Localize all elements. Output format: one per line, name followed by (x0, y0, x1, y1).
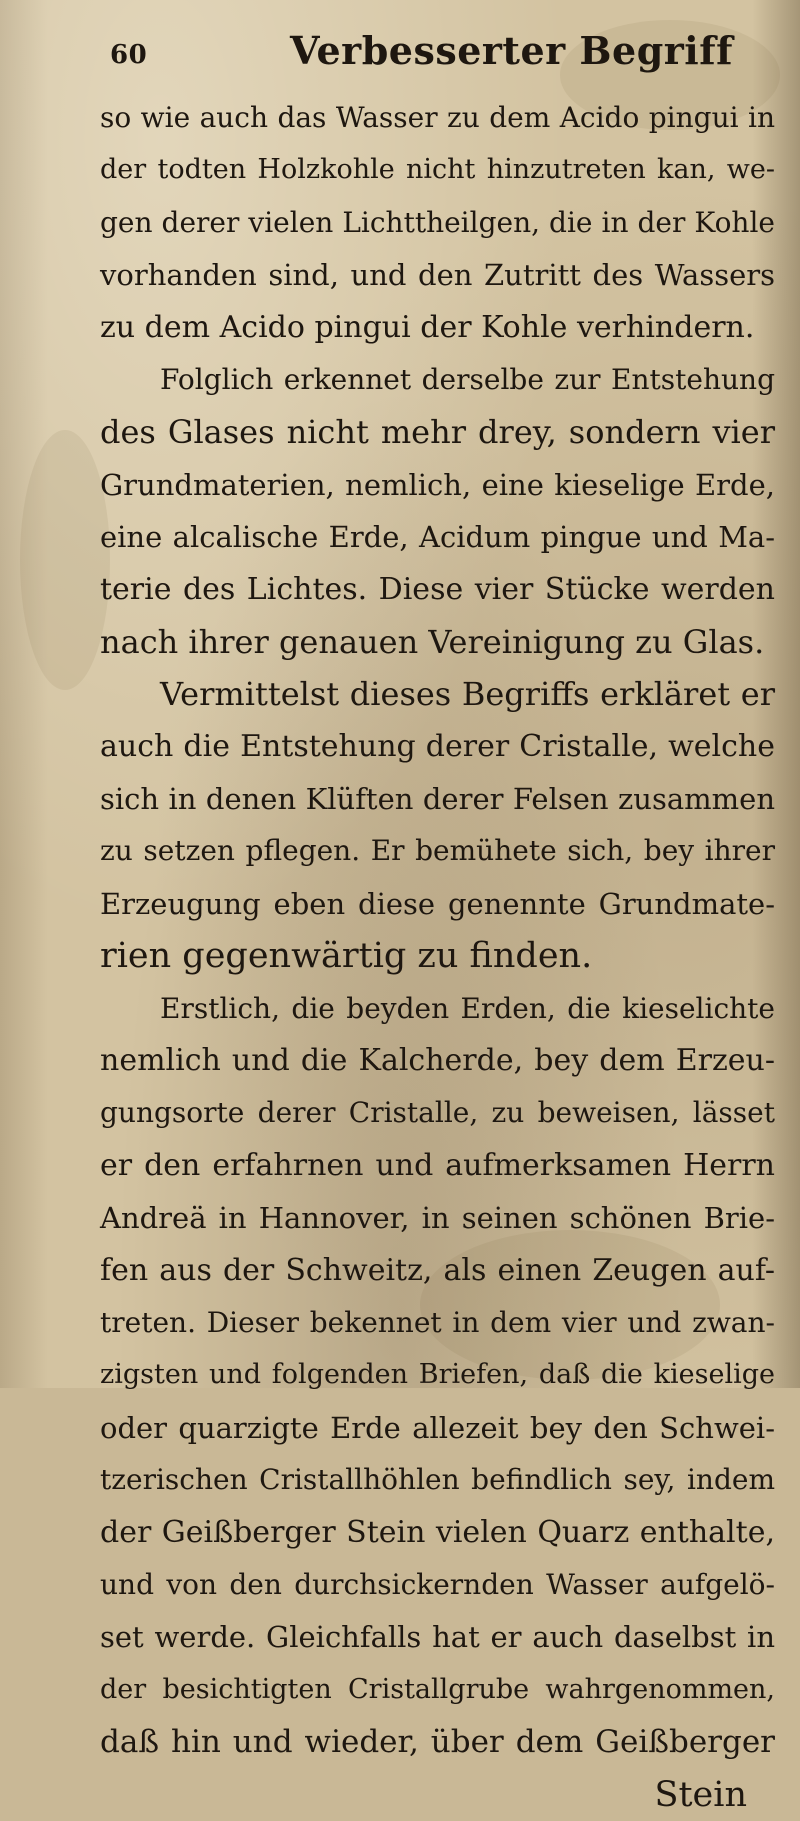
text-line: Erstlich, die beyden Erden, die kieselichte (160, 991, 775, 1025)
text-line: fen aus der Schweitz, als einen Zeugen auf- (100, 1252, 775, 1288)
text-line: vorhanden sind, und den Zutritt des Wassers (100, 258, 775, 293)
text-line: auch die Entstehung derer Cristalle, welche (100, 728, 775, 764)
text-line: der besichtigten Cristallgrube wahrgenommen, (100, 1673, 775, 1705)
text-line: zigsten und folgenden Briefen, daß die kieselige (100, 1359, 775, 1391)
text-line: Erzeugung eben diese genennte Grundmate- (100, 886, 775, 921)
text-line: set werde. Gleichfalls hat er auch daselbst in (100, 1620, 775, 1655)
text-line: tzerischen Cristallhöhlen befindlich sey, indem (100, 1463, 775, 1497)
text-line: daß hin und wieder, über dem Geißberger (100, 1724, 775, 1761)
catchword: Stein (654, 1774, 747, 1815)
text-line: zu setzen pflegen. Er bemühete sich, bey ihrer (100, 834, 775, 868)
page-number: 60 (110, 40, 148, 70)
text-line: gungsorte derer Cristalle, zu beweisen, lässet (100, 1096, 775, 1130)
text-line: der todten Holzkohle nicht hinzutreten kan, we- (100, 154, 775, 186)
text-line: sich in denen Klüften derer Felsen zusammen (100, 782, 775, 817)
text-line: zu dem Acido pingui der Kohle verhindern. (100, 309, 755, 345)
paper-stain (20, 430, 110, 690)
text-line: oder quarzigte Erde allezeit bey den Schwei- (100, 1410, 775, 1445)
page-header (110, 22, 733, 78)
text-line: Grundmaterien, nemlich, eine kieselige Erde, (100, 467, 775, 502)
text-line: er den erfahrnen und aufmerksamen Herrn (100, 1147, 775, 1183)
text-line: Andreä in Hannover, in seinen schönen Brie- (100, 1201, 775, 1236)
text-line: Vermittelst dieses Begriffs erkläret er (160, 675, 775, 714)
body-text (100, 92, 775, 1821)
text-line: eine alcalische Erde, Acidum pingue und Ma- (100, 520, 775, 555)
text-line: rien gegenwärtig zu finden. (100, 936, 593, 977)
text-line: so wie auch das Wasser zu dem Acido pingui in (100, 101, 775, 134)
text-line: treten. Dieser bekennet in dem vier und zwan- (100, 1305, 775, 1339)
text-line: terie des Lichtes. Diese vier Stücke werden (100, 571, 775, 607)
text-line: Folglich erkennet derselbe zur Entstehung (160, 362, 775, 396)
text-line: gen derer vielen Lichttheilgen, die in der Kohle (100, 205, 775, 239)
running-head: Verbesserter Begriff (290, 28, 733, 73)
text-line: nach ihrer genauen Vereinigung zu Glas. (100, 622, 765, 661)
text-line: nemlich und die Kalcherde, bey dem Erzeu- (100, 1043, 775, 1079)
text-line: der Geißberger Stein vielen Quarz enthalte, (100, 1514, 775, 1550)
text-line: des Glases nicht mehr drey, sondern vier (100, 413, 775, 452)
text-line: und von den durchsickernden Wasser aufgelö- (100, 1567, 775, 1601)
